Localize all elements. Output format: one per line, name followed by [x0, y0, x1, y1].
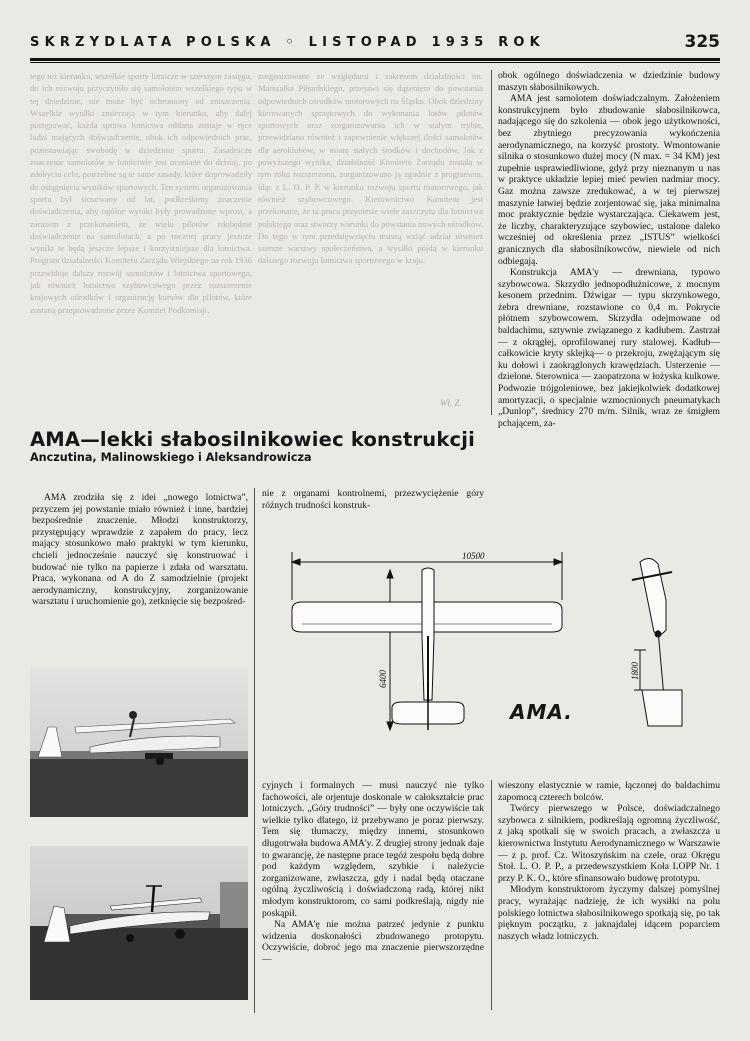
paragraph: Młodym konstruktorom życzymy dalszej pomyślnej pracy, wyrażając nadzieję, że ich wysiłki na polu polskiego lotnictwa słabosilnikowego spotkają się, po tak pięknym początku, z jaknajdalej idącem poparciem naszych władz lotniczych.: [498, 884, 720, 942]
page-number: 325: [684, 32, 720, 52]
photo-aircraft-ground: [30, 846, 248, 1000]
paragraph: nie z organami kontrolnemi, przezwyciężenie góry różnych trudności konstruk-: [262, 488, 484, 511]
paragraph: Na AMA'ę nie można patrzeć jedynie z punktu widzenia doskonałości zbudowanego protopytu. Oczywiście, dobroć jego ma znaczenie pierwszorzędne —: [262, 919, 484, 965]
article-column-2-top: [262, 488, 484, 511]
previous-article-column-1: tego też kierunku, wszelkie sporty lotnicze w szerszym zasięgu, do ich rozwoju przyczyniło się samolotem wszelkiego typu w tej dziedzinie, nie może być ochroniony od zniszczenia. Wszelkie wysiłki zmierzają w tym kierunku, aby dalej postępować, każda sprawa lotnictwa oddana zostaje w ręce ludzi mających doświadczenie, obok ich odpowiednich prac, pozostawiając swobodę w dziedzinie sportu. Zasadnicze znaczenie samolotów w lotnictwie jest oceniane do dzisiaj, po zdobyciu celu, potrzebne są te same zasady, które doprowadziły do osiągnięcia wyników sportowych. Ten system organizowania sportu był stosowany od lat, podkreślamy znaczenie doświadczenia, aby ogólne wyniki były prowadzone wprost, a zarazem z przekonaniem, że wielu pilotów zdobędzie doświadczenie na samolotach, a po rocznej pracy jeszcze wyniki te będą jeszcze lepsze i korzystniejsze dla lotnictwa. Program działalności Komitetu Zarządu Wiejskiego na rok 1936 przewiduje dalszy rozwój samolotów i lotnictwa sportowego, jak również lotnictwa szybowcowego przez rozszerzenie krajowych ośrodków i organizację kursów dla pilotów, które zostaną przeprowadzone przez Komitet Podkomisji.: [30, 71, 252, 315]
paragraph: AMA zrodziła się z idei „nowego lotnictwa”, przyczem jej powstanie miało również i inne, bardziej bezpośrednie znaczenie. Młodzi konstruktorzy, przystępujący wprawdzie z zapałem do pracy, lecz mający stosunkowo mało praktyki w tym kierunku, chcieli jednocześnie nauczyć się konstruować i budować nie tylko na papierze i zdała od warsztatu. Praca, wykonana od A do Z samodzielnie (projekt aerodynamiczny, konstrukcyjny, zorganizowanie warsztatu i uruchomienie go), zetknięcie się bezpośred-: [32, 492, 248, 608]
column-divider-bottom-right: [491, 780, 492, 1010]
drawing-caption: AMA.: [510, 700, 573, 724]
article-title: AMA—lekki słabosilnikowiec konstrukcji: [30, 428, 476, 451]
running-header: [30, 33, 720, 55]
technical-drawing: [262, 540, 718, 775]
previous-article-signature: Wł. Z.: [440, 398, 462, 408]
running-title: SKRZYDLATA POLSKA ◦ LISTOPAD 1935 ROK: [30, 35, 545, 50]
side-view-fuselage: [640, 558, 666, 634]
article-subtitle: Anczutina, Malinowskiego i Aleksandrowicza: [30, 451, 312, 464]
paragraph: Konstrukcja AMA'y — drewniana, typowo szybowcowa. Skrzydło jednopodłużnicowe, z mocnym kesonem przednim. Dźwigar — typu skrzynkowego, żebra drewniane, rozstawione co 0,4 m. Pokrycie płótnem szybowcowem. Skrzydła odejmowane od baldachimu, sztywnie związanego z kadłubem. Zastrzał — z okrągłej, oprofilowanej rury stalowej. Kadłub—całkowicie kryty sklejką— o przekroju, zwężającym się ku dołowi i zaokrąglonych krawędziach. Usterzenie — dzielone. Sterownica — zaopatrzona w łożyska kulkowe. Podwozie trójgoleniowe, bez jakiejkolwiek dodatkowej amortyzacji, o specjalnie wzmocnionych pneumatykach „Dunlop”, średnicy 270 m/m. Silnik, wraz ze śmigłem pchającem, za-: [498, 267, 720, 429]
photo-aircraft-side: [30, 667, 248, 817]
photo-aircraft-side-image: [30, 667, 248, 817]
paragraph: Twórcy pierwszego w Polsce, doświadczalnego szybowca z silnikiem, podkreślają ogromną życzliwość, z jaką spotkali się w swoich pracach, a zwłaszcza u kierownictwa Instytutu Aerodynamicznego w Warszawie — z p. prof. Cz. Witoszyńskim na czele, oraz Okręgu Stoł. L. O. P. P., a przedewszystkiem Koła LOPP Nr. 1 przy P. K. O., które sfinansowało budowę prototypu.: [498, 803, 720, 884]
article-column-3-top: [498, 70, 720, 429]
paragraph: wieszony elastycznie w ramie, łączonej do baldachimu zapomocą czterech bolców.: [498, 780, 720, 803]
paragraph: AMA jest samolotem doświadczalnym. Założeniem konstrukcyjnem było zbudowanie słabosilnikowca, nadającego się do szkolenia — obok jego użytkowności, bez zbytniego precyzowania wykończenia aerodynamicznego, na korzyść prostoty. Wmontowanie silnika o stosunkowo dużej mocy (N max. = 34 KM) jest zupełnie usprawiedliwione, gdyż przy nieznanym u nas w praktyce układzie lepiej mieć pewien nadmiar mocy. Gaz można zawsze zredukować, a w tej pierwszej maszynie łatwiej będzie zorjentować się, jaka minimalna moc praktycznie będzie wystarczająca. Ciekawem jest, że liczby, charakteryzujące szybowiec, ustalone daleko wcześniej od określenia przez „ISTUS” wielkości granicznych dla słabosilnikowców, niewiele od nich odbiegają.: [498, 93, 720, 267]
height-label: 1800: [630, 662, 640, 680]
photo-aircraft-ground-image: [30, 846, 248, 1000]
span-label: 10500: [462, 551, 485, 561]
three-view-drawing: [262, 540, 718, 775]
article-column-2-bottom: [262, 780, 484, 966]
header-rule-thick: [30, 58, 720, 61]
article-column-3-bottom: [498, 780, 720, 942]
column-divider-left: [254, 488, 255, 1013]
side-view-tail: [642, 690, 682, 726]
column-divider-top: [491, 70, 492, 415]
previous-article-column-2: zorganizowane ze względami i zakresem działalności im. Marszałka Piłsudskiego, przejawi się dążeniem do powstania odpowiednich ośrodków motorowych na Śląsku. Obok dziedziny kierowanych sprzętowych do wykonania lotów pilotów sportowych oraz zorganizowania ich w stałym trybie, przewidziano również i zapewnienie większej ilości samolotów dla aeroklubów, w miarę stałych środków i dochodów. Jak z powyższego wynika, działalność Komitetu Zarządu została w tym roku rozszerzona, zorganizowano ją zgodnie z programem, idąc z L. O. P. P. w kierunku rozwoju sportu motorowego, jak również szybowcowego. Kierownictwo Komitetu jest przekonane, że ta praca przyniesie wiele zaszczytu dla lotnictwa polskiego oraz stworzy warunki do powstania nowych ośrodków. Do tego w tym przedsięwzięciu muszą wziąć udział również szersze warstwy społeczeństwa, a wysiłki pójdą w kierunku dalszego rozwoju lotnictwa sportowego w kraju.: [258, 71, 483, 266]
paragraph: cyjnych i formalnych — musi nauczyć nie tylko fachowości, ale orjentuje doskonale w całokształcie prac lotniczych. „Góry trudności” — były one oczywiście tak wielkie tylko dlatego, iż przebywano je poraz pierwszy. Tem się tłumaczy, między innemi, stosunkowo długotrwała budowa AMA'y. Z drugiej strony jednak daje to gwarancję, że następne prace tegóż zespołu będą dobre pod każdym względem, szybkie i należycie zorganizowane, zwłaszcza, gdy i nadal będą otaczane ogólną życzliwością i doświadczoną radą, której nikt młodym konstruktorom, co sami podkreślają, nigdy nie poskąpił.: [262, 780, 484, 919]
length-label: 6400: [378, 670, 388, 688]
paragraph: obok ogólnego doświadczenia w dziedzinie budowy maszyn słabosilnikowych.: [498, 70, 720, 93]
article-column-1: [32, 492, 248, 608]
header-rule-thin: [30, 62, 720, 63]
